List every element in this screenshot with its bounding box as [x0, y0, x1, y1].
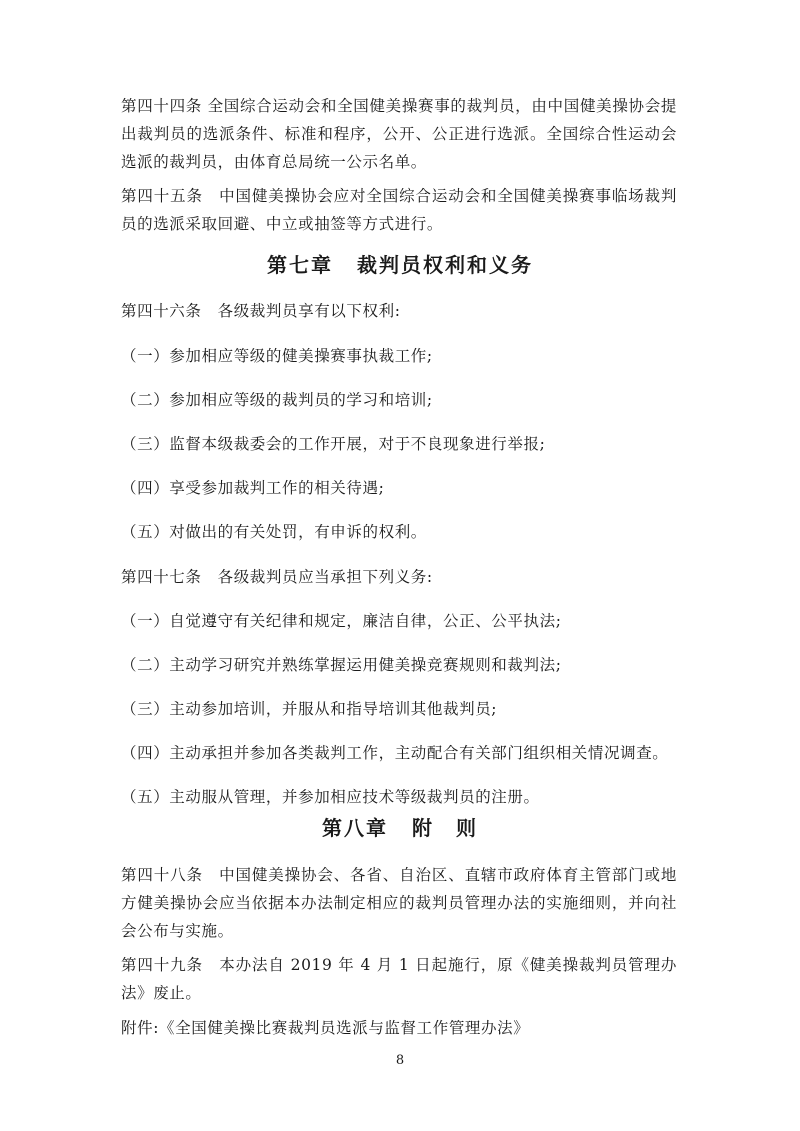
article-47-intro: 第四十七条 各级裁判员应当承担下列义务:: [121, 568, 433, 586]
chapter-7-number: 第七章: [267, 253, 333, 277]
article-47-item-3: （三）主动参加培训，并服从和指导培训其他裁判员;: [121, 700, 498, 718]
chapter-8-number: 第八章: [322, 816, 388, 840]
chapter-8-title: 附 则: [412, 816, 478, 840]
chapter-7-heading: [0, 251, 800, 279]
article-46-item-3: （三）监督本级裁委会的工作开展，对于不良现象进行举报;: [121, 435, 546, 453]
article-47-item-4: （四）主动承担并参加各类裁判工作，主动配合有关部门组织相关情况调查。: [121, 744, 669, 762]
article-46-intro: 第四十六条 各级裁判员享有以下权利:: [121, 302, 401, 320]
article-47-item-1: （一）自觉遵守有关纪律和规定，廉洁自律，公正、公平执法;: [121, 612, 562, 630]
article-47-item-2: （二）主动学习研究并熟练掌握运用健美操竞赛规则和裁判法;: [121, 656, 562, 674]
page-number: 8: [395, 1053, 405, 1068]
article-48: 第四十八条 中国健美操协会、各省、自治区、直辖市政府体育主管部门或地方健美操协会应当依据本办法制定相应的裁判员管理办法的实施细则，并向社会公布与实施。: [121, 866, 677, 940]
chapter-8-heading: [0, 814, 800, 842]
article-46-item-1: （一）参加相应等级的健美操赛事执裁工作;: [121, 347, 433, 365]
chapter-7-title: 裁判员权利和义务: [357, 253, 533, 277]
attachment-note: 附件:《全国健美操比赛裁判员选派与监督工作管理办法》: [121, 1019, 530, 1037]
article-47-item-5: （五）主动服从管理，并参加相应技术等级裁判员的注册。: [121, 788, 540, 806]
article-46-item-2: （二）参加相应等级的裁判员的学习和培训;: [121, 391, 433, 409]
article-46-item-5: （五）对做出的有关处罚，有申诉的权利。: [121, 523, 427, 541]
article-46-item-4: （四）享受参加裁判工作的相关待遇;: [121, 479, 385, 497]
article-49: 第四十九条 本办法自 2019 年 4 月 1 日起施行，原《健美操裁判员管理办法》废止。: [121, 956, 677, 1002]
article-45: 第四十五条 中国健美操协会应对全国综合运动会和全国健美操赛事临场裁判员的选派采取回避、中立或抽签等方式进行。: [121, 187, 677, 233]
article-44: 第四十四条 全国综合运动会和全国健美操赛事的裁判员，由中国健美操协会提出裁判员的选派条件、标准和程序，公开、公正进行选派。全国综合性运动会选派的裁判员，由体育总局统一公示名单。: [121, 97, 677, 171]
